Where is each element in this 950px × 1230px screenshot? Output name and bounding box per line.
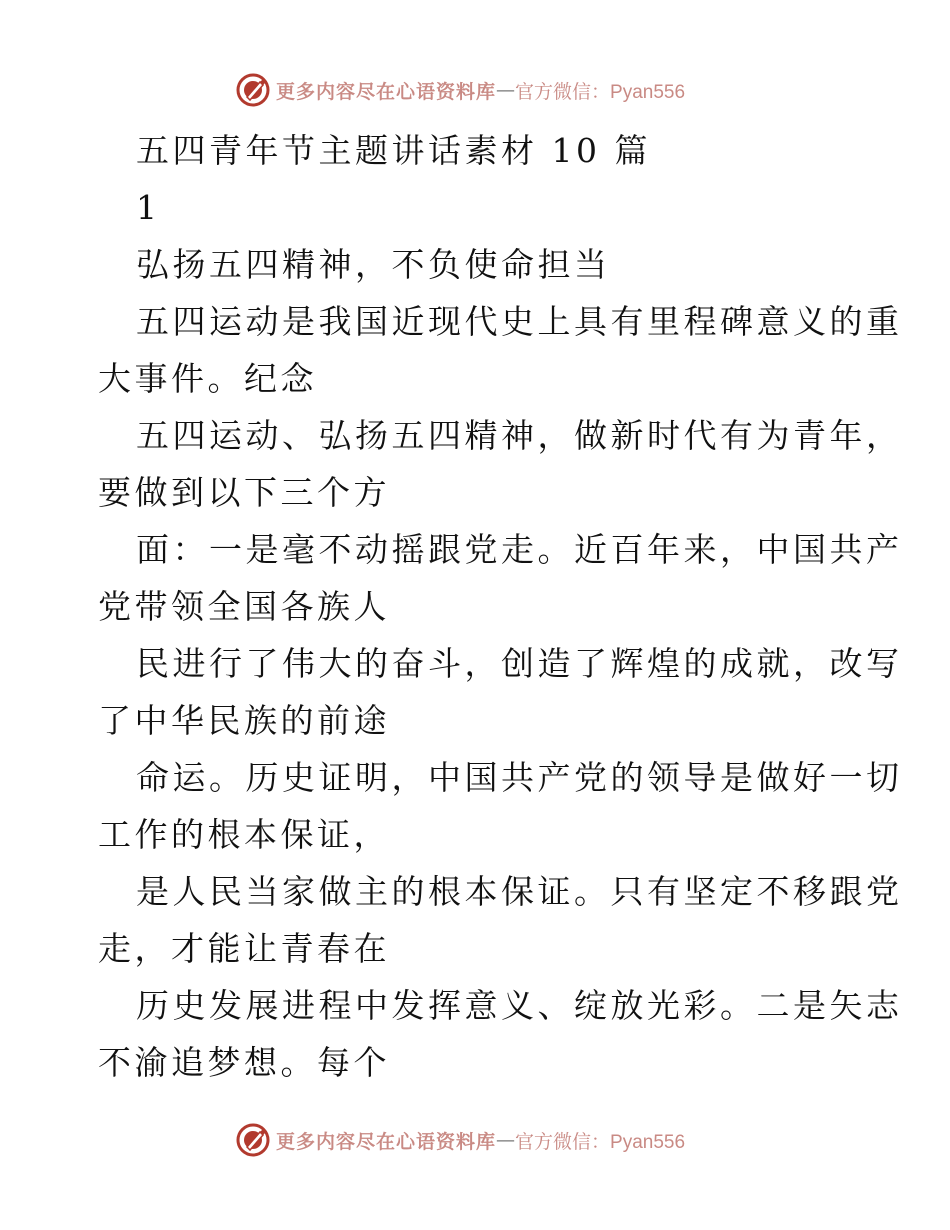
paragraph-line: 不渝追梦想。每个 <box>98 1043 390 1082</box>
paragraph-line: 了中华民族的前途 <box>98 701 390 740</box>
paragraph-line: 五四运动、弘扬五四精神，做新时代有为青年， <box>136 416 903 455</box>
footer-watermark <box>236 1122 685 1158</box>
section-heading: 弘扬五四精神，不负使命担当 <box>136 245 611 284</box>
watermark-account: 官方微信：Pyan556 <box>515 1131 686 1153</box>
header-watermark <box>236 72 685 108</box>
red-seal-icon <box>236 1123 270 1157</box>
paragraph-line: 工作的根本保证， <box>98 815 390 854</box>
paragraph-line: 走，才能让青春在 <box>98 929 390 968</box>
paragraph-line: 是人民当家做主的根本保证。只有坚定不移跟党 <box>136 872 903 911</box>
watermark-brand: 更多内容尽在心语资料库 <box>276 1130 497 1153</box>
watermark-account: 官方微信：Pyan556 <box>515 81 686 103</box>
paragraph-line: 历史发展进程中发挥意义、绽放光彩。二是矢志 <box>136 986 903 1025</box>
document-title: 五四青年节主题讲话素材 10 篇 <box>136 131 651 170</box>
paragraph-line: 大事件。纪念 <box>98 359 317 398</box>
watermark-brand: 更多内容尽在心语资料库 <box>276 80 497 103</box>
paragraph-line: 面：一是毫不动摇跟党走。近百年来，中国共产 <box>136 530 903 569</box>
paragraph-line: 命运。历史证明，中国共产党的领导是做好一切 <box>136 758 903 797</box>
red-seal-icon <box>236 73 270 107</box>
document-body <box>98 122 903 1091</box>
watermark-separator: — <box>496 1129 516 1151</box>
paragraph-line: 要做到以下三个方 <box>98 473 390 512</box>
paragraph-line: 民进行了伟大的奋斗，创造了辉煌的成就，改写 <box>136 644 903 683</box>
watermark-separator: — <box>496 79 516 101</box>
section-number: 1 <box>136 188 161 227</box>
paragraph-line: 党带领全国各族人 <box>98 587 390 626</box>
paragraph-line: 五四运动是我国近现代史上具有里程碑意义的重 <box>136 302 903 341</box>
